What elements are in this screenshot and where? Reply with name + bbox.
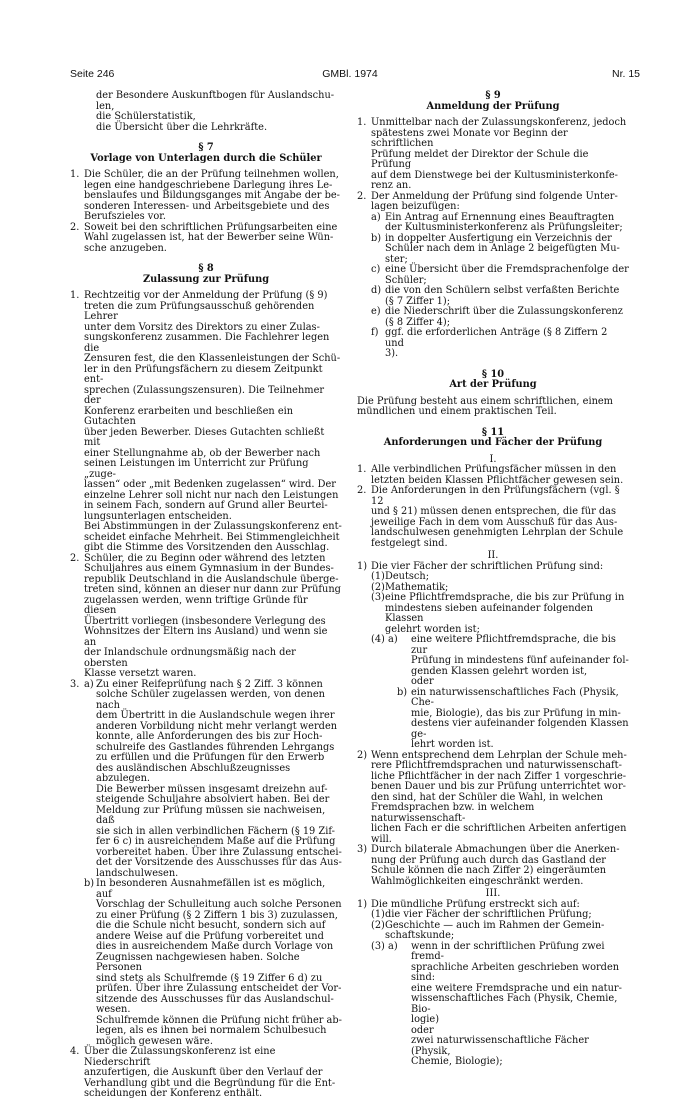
text-line: schaftskunde;	[385, 930, 455, 941]
text-line: lichen Fach er die schriftlichen Arbeiten anfertigen	[371, 823, 627, 834]
intro-list	[70, 91, 342, 133]
text-line: Schüler nach dem in Anlage 2 beigefügten Mu-	[385, 243, 620, 254]
text-line: Unmittelbar nach der Zulassungskonferenz, jedoch	[371, 117, 627, 128]
text-line: Zeugnissen nachgewiesen haben. Solche Personen	[96, 951, 300, 973]
text-line: prüfen. Über ihre Zulassung entscheidet der Vor-	[96, 983, 342, 994]
text-line: Übertritt vorliegen (insbesondere Verlegung des	[84, 615, 326, 627]
text-line: eine weitere Fremdsprache und ein natur-	[411, 982, 622, 994]
item-number: 4.	[70, 1046, 80, 1057]
part-III-subitem	[371, 921, 629, 942]
text-line: sungskonferenz zusammen. Die Fachlehrer legen die	[84, 332, 330, 354]
text-line: Zu einer Reifeprüfung nach § 2 Ziff. 3 können	[96, 678, 323, 690]
text-line: Die Schüler, die an der Prüfung teilnehmen wollen,	[84, 169, 339, 180]
text-line: mie, Biologie), das bis zur Prüfung in min-	[411, 707, 621, 719]
text-line: sche anzugeben.	[84, 242, 167, 254]
text-line: ein naturwissenschaftliches Fach (Physik, Che-	[411, 686, 619, 708]
text-line: mindestens sieben aufeinander folgenden Klassen	[385, 602, 593, 624]
text-line: die von den Schülern selbst verfaßten Berichte	[385, 285, 620, 296]
text-line: (§ 8 Ziffer 4);	[385, 316, 451, 328]
text-line: Die Anforderungen in den Prüfungsfächern (vgl. § 12	[371, 485, 620, 507]
text-line: lassen“ oder „mit Bedenken zugelassen“ wird. Der	[84, 479, 336, 490]
text-line: destens vier aufeinander folgenden Klassen ge-	[411, 718, 629, 740]
intro-line: die Übersicht über die Lehrkräfte.	[96, 121, 268, 133]
text-line: benslaufes und Bildungsganges mit Angabe der be-	[84, 190, 340, 201]
part-II-subitem	[371, 593, 629, 635]
text-line: Wahl zugelassen ist, hat der Bewerber seine Wün-	[84, 232, 334, 243]
item-number: 2)	[357, 749, 368, 761]
section-8-item-4	[70, 1047, 342, 1100]
section-11-number: § 11	[481, 426, 505, 438]
text-line: scheidet einfache Mehrheit. Bei Stimmengleichheit	[84, 531, 340, 543]
section-8-items	[70, 291, 342, 1100]
item-number: b)	[84, 878, 95, 889]
text-line: det der Vorsitzende des Ausschusses für das Aus-	[96, 857, 342, 868]
text-line: einer Stellungnahme ab, ob der Bewerber nach	[84, 447, 321, 459]
text-line: dem Übertritt in die Auslandschule wegen ihrer	[96, 710, 335, 721]
section-9-items	[357, 118, 629, 360]
item-number: a)	[371, 211, 381, 223]
part-I-items	[357, 465, 629, 549]
text-line: Vorschlag der Schulleitung auch solche Personen	[96, 899, 342, 910]
text-line: und § 21) müssen denen entsprechen, die für das	[371, 506, 617, 517]
text-line: ler in den Prüfungsfächern zu diesem Zeitpunkt ent-	[84, 363, 323, 385]
section-8-item-3b	[84, 879, 342, 1047]
intro-line: der Besondere Auskunftbogen für Auslandschu-	[96, 90, 335, 101]
text-line: Über die Zulassungskonferenz ist eine Niederschrift	[84, 1046, 276, 1068]
part-II-subitem-4b	[397, 686, 629, 751]
page-header	[0, 68, 700, 82]
text-line: ster;	[385, 253, 408, 265]
text-line: Soweit bei den schriftlichen Prüfungsarbeiten eine	[84, 221, 338, 233]
text-line: sie sich in allen verbindlichen Fächern (§ 19 Zif-	[96, 825, 335, 837]
text-line: Alle verbindlichen Prüfungsfächer müssen in den	[371, 464, 617, 475]
item-number: (3) a)	[371, 940, 398, 952]
item-number: 1)	[357, 898, 368, 910]
item-number: (3)	[371, 592, 385, 603]
text-line: landschulwesen genehmigten Lehrplan der Schule	[371, 527, 624, 538]
section-11-title: Anforderungen und Fächer der Prüfung	[383, 437, 603, 448]
journal-title: GMBl. 1974	[322, 68, 378, 80]
text-line: Rechtzeitig vor der Anmeldung der Prüfung (§ 9)	[84, 290, 328, 301]
item-number: 3)	[357, 844, 368, 855]
text-line: Konferenz erarbeiten und beschließen ein Gutachten	[84, 405, 294, 427]
item-number: b)	[371, 232, 382, 244]
text-line: lehrt worden ist.	[411, 739, 494, 750]
right-column	[357, 91, 629, 1068]
part-II-item-2	[357, 751, 629, 846]
text-line: Durch bilaterale Abmachungen über die Anerken-	[371, 844, 620, 855]
item-number: 1.	[357, 117, 367, 128]
text-line: eine Pflichtfremdsprache, die bis zur Prüfung in	[385, 592, 625, 603]
text-line: wissenschaftliches Fach (Physik, Chemie, Bio-	[411, 993, 618, 1015]
text-line: Schulfremde können die Prüfung nicht früher ab-	[96, 1014, 342, 1026]
section-7-title: Vorlage von Unterlagen durch die Schüler	[90, 152, 322, 164]
section-8-item-3	[70, 680, 342, 1048]
part-III-subitem	[371, 910, 629, 921]
text-line: sind stets als Schulfremde (§ 19 Ziffer 6 d) zu	[96, 972, 323, 984]
item-number: 2.	[70, 552, 80, 564]
left-column	[70, 91, 342, 1100]
text-line: gelehrt worden ist;	[385, 623, 480, 635]
section-7-item	[70, 170, 342, 223]
text-line: wesen.	[96, 1004, 131, 1015]
text-line: Fremdsprachen bzw. in welchem naturwissenschaft-	[371, 802, 535, 824]
section-7-number: § 7	[198, 142, 214, 153]
text-line: seinen Leistungen im Unterricht zur Prüfung „zuge-	[84, 458, 309, 480]
text-line: 3).	[385, 348, 399, 359]
text-line: Ein Antrag auf Ernennung eines Beauftragten	[385, 211, 615, 223]
part-I-item	[357, 486, 629, 549]
text-line: Klasse versetzt waren.	[84, 668, 197, 679]
text-line: sonderen Interessen- und Arbeitsgebiete und des	[84, 200, 330, 212]
text-line: über jeden Bewerber. Dieses Gutachten schließt mit	[84, 426, 325, 448]
text-line: republik Deutschland in die Auslandschule überge-	[84, 573, 339, 585]
text-line: andere Weise auf die Prüfung vorbereitet und	[96, 930, 324, 942]
item-number: a)	[84, 678, 94, 690]
section-9-subitem	[371, 265, 629, 286]
part-I-heading: I.	[489, 453, 497, 465]
text-line: der Kultusministerkonferenz als Prüfungsleiter;	[385, 222, 623, 233]
item-number: e)	[371, 306, 381, 317]
text-line: Prüfung in mindestens fünf aufeinander fol-	[411, 655, 629, 666]
text-line: unter dem Vorsitz des Direktors zu einer Zulas-	[84, 321, 320, 333]
section-9-title: Anmeldung der Prüfung	[426, 100, 560, 112]
text-line: Schüler, die zu Beginn oder während des letzten	[84, 552, 326, 564]
section-7-item	[70, 223, 342, 255]
text-line: steigende Schuljahre absolviert haben. Bei der	[96, 794, 330, 805]
text-line: zu einer Prüfung (§ 2 Ziffern 1 bis 3) zuzulassen,	[96, 909, 338, 921]
part-III-subitem-3	[371, 942, 629, 1068]
text-line: anzufertigen, die Auskunft über den Verlauf der	[84, 1067, 323, 1078]
text-line: Prüfung meldet der Direktor der Schule die Prüfung	[371, 148, 589, 170]
text-line: Meldung zur Prüfung müssen sie nachweisen, daß	[96, 804, 326, 826]
item-number: c)	[371, 264, 381, 275]
section-8-number: § 8	[198, 263, 214, 274]
section-8-title: Zulassung zur Prüfung	[142, 273, 270, 285]
text-line: eine Übersicht über die Fremdsprachenfolge der	[385, 264, 629, 275]
text-line: auf dem Dienstwege bei der Kultusministerkonfe-	[371, 169, 618, 181]
part-III-items	[357, 900, 629, 1068]
text-line: des ausländischen Abschlußzeugnisses abzulegen.	[96, 762, 291, 784]
item-number: 3.	[70, 678, 80, 690]
part-III-item-1	[357, 900, 629, 1068]
text-line: Mathematik;	[385, 581, 449, 593]
text-line: Wohnsitzes der Eltern ins Ausland) und wenn sie an	[84, 626, 328, 648]
issue-number: Nr. 15	[611, 68, 640, 80]
text-line: Der Anmeldung der Prüfung sind folgende Unter-	[371, 190, 618, 202]
section-10-text	[357, 397, 629, 418]
text-line: Schuljahres aus einem Gymnasium in der Bundes-	[84, 563, 334, 574]
text-line: treten die zum Prüfungsausschuß gehörenden Lehrer	[84, 300, 315, 322]
item-number: b)	[397, 686, 408, 698]
text-line: landschulwesen.	[96, 867, 179, 879]
text-line: jeweilige Fach in dem vom Ausschuß für das Aus-	[371, 516, 618, 528]
text-line: Berufszieles vor.	[84, 211, 166, 222]
text-line: Verhandlung gibt und die Begründung für die Ent-	[84, 1077, 336, 1089]
text-line: letzten beiden Klassen Pflichtfächer gewesen sein.	[371, 474, 624, 486]
item-number: 1.	[357, 464, 367, 475]
text-line: in doppelter Ausfertigung ein Verzeichnis der	[385, 232, 612, 244]
text-line: will.	[371, 833, 392, 845]
item-number: (2)	[371, 919, 385, 931]
section-9-subitem	[371, 307, 629, 328]
section-9-item-2	[357, 192, 629, 360]
text-line: dies in ausreichendem Maße durch Vorlage von	[96, 941, 334, 952]
text-line: konnte, alle Anforderungen des bis zur Hoch-	[96, 731, 323, 742]
text-line: genden Klassen gelehrt worden ist,	[411, 665, 588, 677]
text-line: Zensuren fest, die den Klassenleistungen der Schü-	[84, 353, 341, 364]
text-line: solche Schüler zugelassen werden, von denen nach	[96, 689, 325, 711]
text-line: einzelne Lehrer soll nicht nur nach den Leistungen	[84, 489, 339, 501]
section-10-number: § 10	[481, 368, 505, 380]
section-9-number: § 9	[485, 90, 501, 101]
text-line: (§ 7 Ziffer 1);	[385, 295, 451, 307]
part-I-item	[357, 465, 629, 486]
text-line: logie)	[411, 1014, 440, 1025]
text-line: zugelassen werden, wenn triftige Gründe für diesen	[84, 594, 308, 616]
text-line: Schule können die nach Ziffer 2) eingeräumten	[371, 865, 607, 876]
oder-line: oder	[411, 1024, 434, 1036]
text-line: festgelegt sind.	[371, 537, 448, 549]
text-line: scheidungen der Konferenz enthält.	[84, 1088, 263, 1099]
text-line: liche Pflichtfächer in der nach Ziffer 1 vorgeschrie-	[371, 770, 627, 782]
text-line: In besonderen Ausnahmefällen ist es möglich, auf	[96, 878, 326, 900]
text-line: nung der Prüfung auch durch das Gastland der	[371, 854, 606, 866]
intro-line: len,	[96, 100, 115, 112]
part-II-item-1	[357, 562, 629, 751]
item-number: f)	[371, 327, 379, 338]
text-line: treten sind, können an dieser nur dann zur Prüfung	[84, 584, 341, 595]
text-line: Bei Abstimmungen in der Zulassungskonferenz ent-	[84, 521, 342, 532]
text-line: gibt die Stimme des Vorsitzenden den Ausschlag.	[84, 542, 330, 553]
section-8-item-2	[70, 554, 342, 680]
section-10-line: mündlichen und einem praktischen Teil.	[357, 406, 557, 417]
item-number: (1)	[371, 909, 385, 920]
text-line: sitzende des Ausschusses für das Auslandschul-	[96, 993, 334, 1005]
text-line: legen eine handgeschriebene Darlegung ihres Le-	[84, 179, 333, 191]
part-II-subitem-4	[371, 635, 629, 751]
item-number: (2)	[371, 581, 385, 593]
text-line: Die vier Fächer der schriftlichen Prüfung sind:	[371, 560, 604, 572]
text-line: Deutsch;	[385, 571, 430, 582]
part-II-heading: II.	[487, 550, 499, 561]
section-10-title: Art der Prüfung	[449, 379, 537, 390]
text-line: Die Bewerber müssen insgesamt dreizehn auf-	[96, 783, 328, 795]
text-line: fer 6 c) in ausreichendem Maße auf die Prüfung	[96, 836, 336, 847]
text-line: sprechen (Zulassungszensuren). Die Teilnehmer der	[84, 384, 325, 406]
item-number: 2.	[357, 485, 367, 496]
item-number: d)	[371, 285, 382, 296]
item-number: 2.	[357, 190, 367, 202]
section-8-item-1	[70, 291, 342, 554]
section-9-subitem	[371, 213, 629, 234]
text-line: Schüler;	[385, 274, 427, 286]
text-line: sprachliche Arbeiten geschrieben worden sind:	[411, 961, 620, 983]
section-9-subitem	[371, 286, 629, 307]
section-9-subitem	[371, 234, 629, 266]
text-line: die vier Fächer der schriftlichen Prüfung;	[385, 909, 592, 920]
part-II-subitem	[371, 572, 629, 583]
section-8-item-3a	[84, 680, 342, 880]
text-line: anderen Vorbildung nicht mehr verlangt werden	[96, 720, 338, 732]
section-9-subitem	[371, 328, 629, 360]
text-line: eine weitere Pflichtfremdsprache, die bis zur	[411, 634, 616, 656]
text-line: die die Schule nicht besucht, sondern sich auf	[96, 920, 326, 931]
section-9-item-1	[357, 118, 629, 192]
section-10-line: Die Prüfung besteht aus einem schriftlichen, einem	[357, 395, 613, 407]
intro-line: die Schülerstatistik,	[96, 111, 196, 122]
item-number: 1.	[70, 290, 80, 301]
text-line: wenn in der schriftlichen Prüfung zwei fremd-	[411, 940, 605, 962]
text-line: schulreife des Gastlandes führenden Lehrgangs	[96, 741, 335, 753]
text-line: zwei naturwissenschaftliche Fächer (Physik,	[411, 1035, 589, 1057]
text-line: rere Pflichtfremdsprachen und naturwissenschaft-	[371, 760, 622, 771]
text-line: vorbereitet haben. Über ihre Zulassung entschei-	[96, 846, 342, 858]
item-number: 1.	[70, 169, 80, 180]
item-number: (1)	[371, 571, 385, 582]
text-line: Die mündliche Prüfung erstreckt sich auf:	[371, 898, 580, 910]
text-line: Wenn entsprechend dem Lehrplan der Schule meh-	[371, 749, 627, 761]
text-line: Chemie, Biologie);	[411, 1056, 503, 1067]
text-line: in seinem Fach, sondern auf Grund aller Beurtei-	[84, 500, 328, 511]
item-number: (4) a)	[371, 634, 398, 645]
text-line: Wahlmöglichkeiten eingeschränkt werden.	[371, 875, 584, 887]
text-line: lungsunterlagen entscheiden.	[84, 510, 232, 522]
text-line: zu erfüllen und die Prüfungen für den Erwerb	[96, 752, 325, 763]
item-number: 1)	[357, 560, 368, 572]
section-7-items	[70, 170, 342, 254]
part-III-heading: III.	[485, 888, 501, 899]
text-line: die Niederschrift über die Zulassungskonferenz	[385, 306, 623, 317]
oder-line: oder	[411, 676, 434, 687]
text-line: lagen beizufügen:	[371, 201, 460, 212]
text-line: möglich gewesen wäre.	[96, 1035, 213, 1047]
page-number: Seite 246	[70, 68, 115, 80]
text-line: ggf. die erforderlichen Anträge (§ 8 Ziffern 2 und	[385, 327, 608, 349]
text-line: der Inlandschule ordnungsmäßig nach der obersten	[84, 647, 296, 669]
item-number: 2.	[70, 221, 80, 233]
text-line: Geschichte — auch im Rahmen der Gemein-	[385, 919, 605, 931]
text-line: renz an.	[371, 180, 412, 191]
text-line: legen, als es ihnen bei normalem Schulbesuch	[96, 1025, 327, 1036]
text-line: spätestens zwei Monate vor Beginn der schriftlichen	[371, 127, 568, 149]
part-II-item-3	[357, 845, 629, 887]
text-line: den sind, hat der Schüler die Wahl, in welchen	[371, 791, 603, 803]
text-line: benen Dauer und bis zur Prüfung unterrichtet wor-	[371, 781, 626, 792]
part-II-items	[357, 562, 629, 888]
